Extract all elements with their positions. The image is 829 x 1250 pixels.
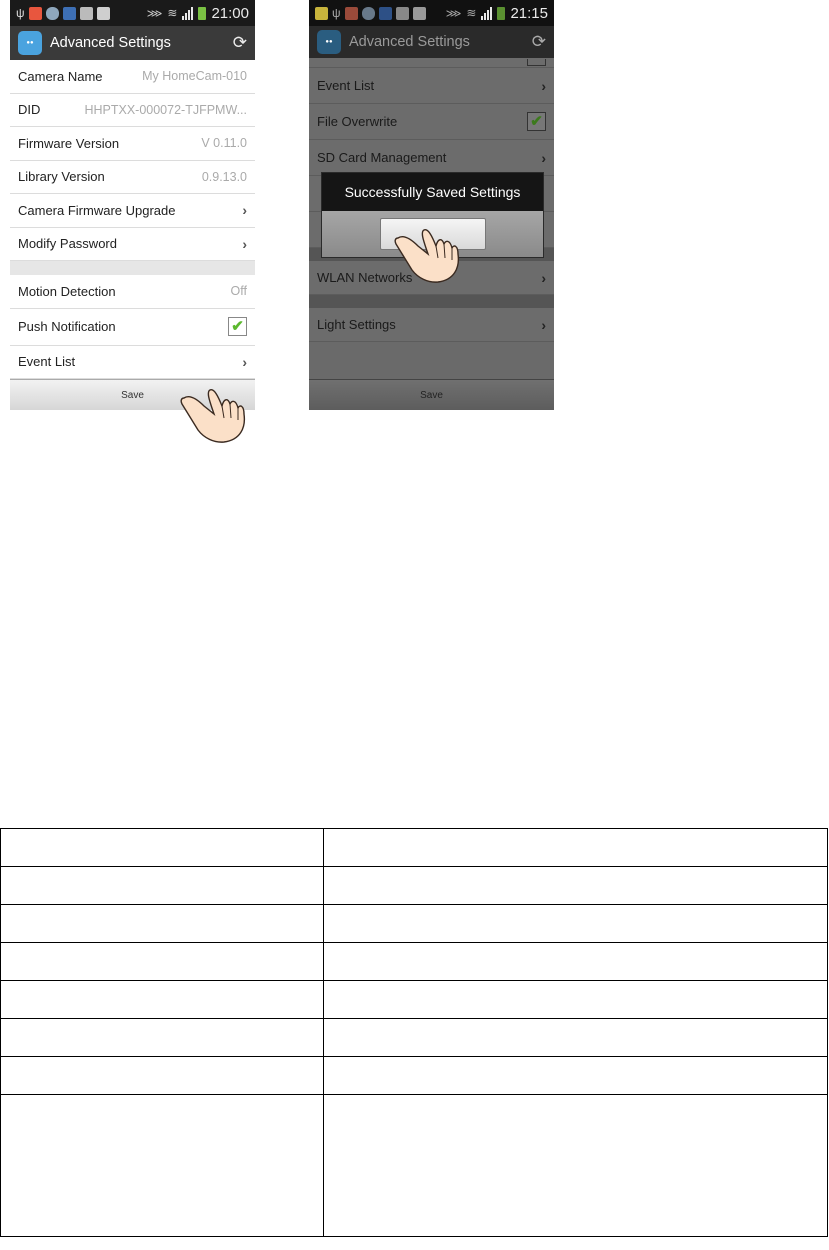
tapping-hand-icon	[180, 384, 250, 446]
action-bar	[309, 26, 554, 58]
dialog-title: Successfully Saved Settings	[322, 173, 543, 211]
settings-row-modify-password[interactable]	[10, 228, 255, 262]
mute-icon: ⋙	[146, 7, 163, 20]
wifi-icon: ≋	[466, 6, 477, 20]
download-icon	[80, 7, 93, 20]
app-notification-icon	[29, 7, 42, 20]
table-cell	[1, 1019, 324, 1057]
settings-row-event-list[interactable]	[10, 346, 255, 380]
notification-count-icon	[315, 7, 328, 20]
settings-row-firmware-version	[10, 127, 255, 161]
table-row	[1, 905, 828, 943]
app-logo-icon: ●●	[317, 30, 341, 54]
wifi-icon: ≋	[167, 6, 178, 20]
row-label: WLAN Networks	[317, 270, 413, 285]
row-label: Modify Password	[18, 236, 117, 252]
push-notification-checkbox[interactable]: ✔	[228, 317, 247, 336]
status-bar	[10, 0, 255, 26]
table-cell	[324, 867, 828, 905]
partial-checkbox-icon	[527, 59, 546, 66]
settings-row-partial	[309, 58, 554, 68]
row-label: Camera Name	[18, 68, 103, 84]
row-value: 0.9.13.0	[201, 169, 247, 184]
row-label: Motion Detection	[18, 283, 116, 299]
usb-icon: ψ	[16, 6, 25, 20]
refresh-icon[interactable]: ⟳	[531, 32, 546, 51]
document-icon	[413, 7, 426, 20]
clock: 21:15	[510, 4, 548, 22]
action-bar	[10, 26, 255, 60]
table-cell	[324, 829, 828, 867]
chevron-right-icon: ›	[242, 202, 247, 219]
table-cell	[324, 1019, 828, 1057]
settings-row-firmware-upgrade[interactable]	[10, 194, 255, 228]
table-cell	[1, 1095, 324, 1237]
table-cell	[1, 905, 324, 943]
row-label: Camera Firmware Upgrade	[18, 202, 176, 218]
chevron-right-icon: ›	[541, 269, 546, 286]
download-icon	[396, 7, 409, 20]
settings-row-library-version	[10, 161, 255, 195]
row-label: Push Notification	[18, 319, 116, 334]
table-row	[1, 981, 828, 1019]
table-cell	[1, 829, 324, 867]
refresh-icon[interactable]: ⟳	[232, 33, 247, 52]
phone-screenshot-saved-dialog	[309, 0, 554, 410]
screen-title: Advanced Settings	[349, 34, 470, 50]
chevron-right-icon: ›	[541, 316, 546, 333]
table-cell	[1, 1057, 324, 1095]
table-cell	[324, 981, 828, 1019]
table-cell	[1, 867, 324, 905]
weather-icon	[46, 7, 59, 20]
app-logo-icon: ●●	[18, 31, 42, 55]
section-divider	[309, 295, 554, 308]
signal-icon	[182, 7, 193, 20]
row-label: DID	[18, 102, 41, 118]
settings-row-file-overwrite[interactable]	[309, 104, 554, 140]
table-row	[1, 829, 828, 867]
app-notification-icon	[345, 7, 358, 20]
table-cell	[1, 981, 324, 1019]
notification-icons	[16, 6, 110, 20]
phone-screenshot-settings	[10, 0, 255, 410]
weather-icon	[362, 7, 375, 20]
chevron-right-icon: ›	[242, 235, 247, 252]
calendar-icon	[379, 7, 392, 20]
table-cell	[324, 943, 828, 981]
settings-row-did[interactable]	[10, 94, 255, 128]
clock: 21:00	[211, 4, 249, 22]
screen-title: Advanced Settings	[50, 35, 171, 51]
table-row	[1, 1095, 828, 1237]
table-cell	[1, 943, 324, 981]
table-cell	[324, 1095, 828, 1237]
empty-spec-table	[0, 828, 828, 1237]
table-cell	[324, 1057, 828, 1095]
chevron-right-icon: ›	[242, 353, 247, 370]
table-row	[1, 1019, 828, 1057]
settings-row-light-settings[interactable]	[309, 308, 554, 342]
usb-icon: ψ	[332, 6, 341, 20]
chevron-right-icon: ›	[541, 77, 546, 94]
row-value: Off	[230, 284, 247, 299]
row-label: Event List	[317, 78, 375, 93]
row-label: SD Card Management	[317, 150, 447, 165]
signal-icon	[481, 7, 492, 20]
settings-row-camera-name[interactable]	[10, 60, 255, 94]
row-label: Light Settings	[317, 317, 396, 332]
notification-icons	[315, 6, 426, 20]
table-row	[1, 943, 828, 981]
calendar-icon	[63, 7, 76, 20]
row-label: File Overwrite	[317, 114, 398, 129]
row-label: Event List	[18, 354, 76, 370]
section-divider	[10, 261, 255, 275]
chevron-right-icon: ›	[541, 149, 546, 166]
tapping-hand-icon	[394, 224, 464, 286]
document-icon	[97, 7, 110, 20]
row-value: V 0.11.0	[201, 136, 247, 151]
table-cell	[324, 905, 828, 943]
row-value: HHPTXX-000072-TJFPMW...	[84, 102, 247, 117]
save-button[interactable]: Save	[10, 379, 255, 410]
table-row	[1, 1057, 828, 1095]
settings-row-sd-card[interactable]	[309, 140, 554, 176]
settings-row-push-notification[interactable]	[10, 309, 255, 346]
row-label: Firmware Version	[18, 135, 120, 151]
row-value: My HomeCam-010	[142, 69, 247, 84]
status-bar	[309, 0, 554, 26]
table-row	[1, 867, 828, 905]
settings-row-motion-detection[interactable]	[10, 275, 255, 309]
row-label: Library Version	[18, 169, 105, 185]
save-button[interactable]: Save	[309, 379, 554, 410]
battery-icon	[198, 7, 206, 20]
settings-row-event-list[interactable]	[309, 68, 554, 104]
file-overwrite-checkbox[interactable]: ✔	[527, 112, 546, 131]
battery-icon	[497, 7, 505, 20]
mute-icon: ⋙	[445, 7, 462, 20]
